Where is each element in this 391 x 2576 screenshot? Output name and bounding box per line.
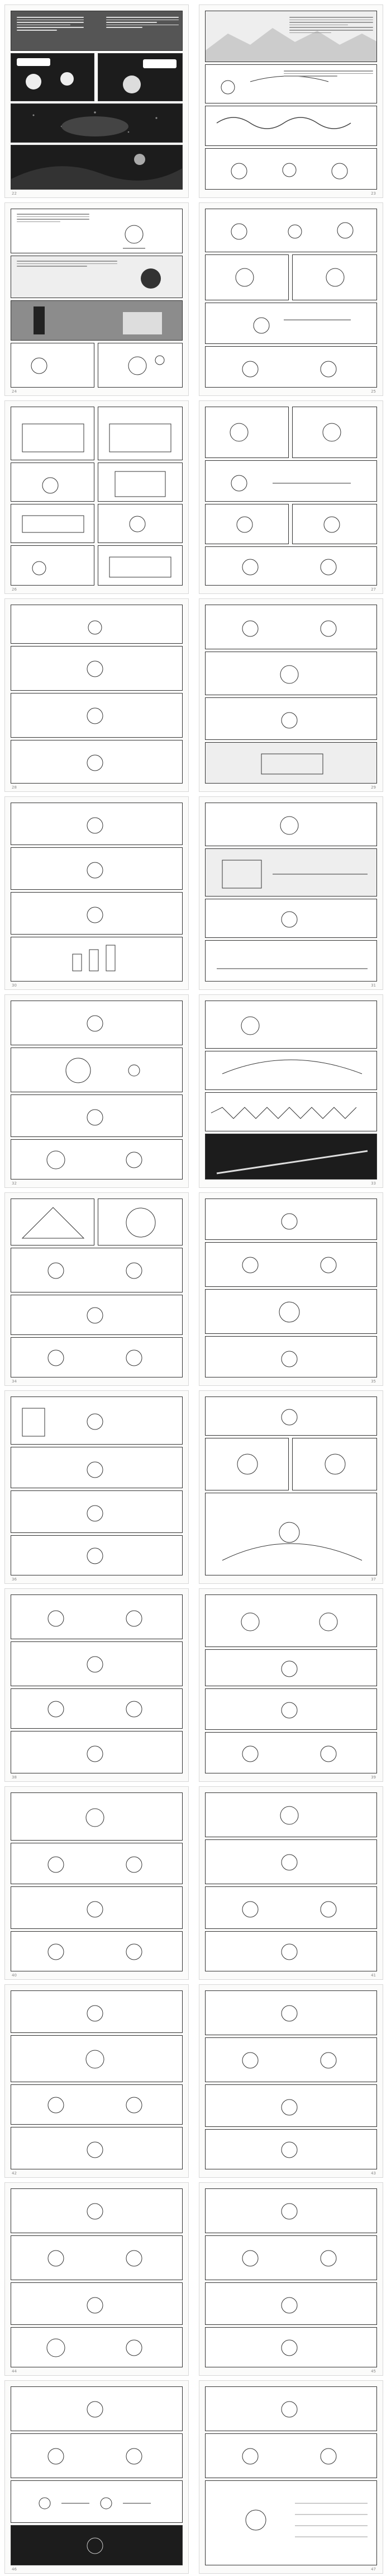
comic-panel xyxy=(11,892,183,935)
comic-panel xyxy=(11,300,183,341)
page-number: 28 xyxy=(12,785,17,790)
comic-panel xyxy=(205,460,377,502)
page-number: 36 xyxy=(12,1577,17,1582)
comic-panel xyxy=(11,2127,183,2169)
page-number: 42 xyxy=(12,2171,17,2176)
page-number: 40 xyxy=(12,1973,17,1978)
comic-panel xyxy=(11,1248,183,1292)
comic-panel xyxy=(11,1931,183,1971)
comic-panel xyxy=(11,1843,183,1884)
comic-panel xyxy=(11,504,94,543)
comic-panel xyxy=(11,1594,183,1639)
page-number: 23 xyxy=(371,191,376,196)
page-number: 44 xyxy=(12,2369,17,2374)
comic-panel xyxy=(205,1001,377,1049)
comic-panel xyxy=(11,407,94,460)
comic-panel xyxy=(11,53,94,101)
comic-panel xyxy=(205,303,377,344)
comic-page-right xyxy=(199,202,383,396)
comic-panel xyxy=(205,1051,377,1090)
comic-page-left xyxy=(4,4,189,198)
comic-panel xyxy=(205,1990,377,2035)
comic-panel xyxy=(205,1092,377,1131)
comic-panel xyxy=(11,145,183,190)
comic-panel xyxy=(205,2235,377,2280)
comic-panel xyxy=(205,652,377,695)
comic-panel xyxy=(205,64,377,103)
comic-page-left xyxy=(4,400,189,594)
comic-panel xyxy=(11,2480,183,2523)
comic-panel xyxy=(292,254,377,300)
comic-panel xyxy=(11,1990,183,2033)
comic-panel xyxy=(205,1594,377,1647)
comic-page-right xyxy=(199,2380,383,2574)
page-number: 27 xyxy=(371,587,376,592)
comic-panel xyxy=(11,256,183,298)
comic-panel xyxy=(205,254,289,300)
comic-panel xyxy=(205,1732,377,1773)
comic-panel xyxy=(205,1242,377,1287)
comic-panel xyxy=(11,2188,183,2233)
comic-panel xyxy=(11,847,183,890)
comic-panel xyxy=(98,1199,183,1245)
page-number: 39 xyxy=(371,1775,376,1780)
comic-page-right xyxy=(199,1588,383,1782)
comic-panel xyxy=(11,1139,183,1180)
comic-panel xyxy=(11,1337,183,1377)
comic-panel xyxy=(205,2433,377,2478)
comic-panel xyxy=(205,11,377,62)
comic-panel xyxy=(11,343,94,388)
comic-panel xyxy=(205,2386,377,2431)
comic-panel xyxy=(11,103,183,143)
comic-panel xyxy=(205,504,289,544)
comic-page-right xyxy=(199,1192,383,1386)
page-number: 22 xyxy=(12,191,17,196)
comic-panel xyxy=(205,209,377,252)
page-number: 24 xyxy=(12,389,17,394)
page-number: 45 xyxy=(371,2369,376,2374)
comic-panel xyxy=(205,2084,377,2127)
comic-page-right xyxy=(199,1984,383,2178)
comic-panel xyxy=(205,2480,377,2565)
comic-panel xyxy=(11,2386,183,2431)
comic-page-right xyxy=(199,796,383,990)
comic-panel xyxy=(98,504,183,543)
comic-panel xyxy=(205,2037,377,2082)
comic-panel xyxy=(11,1447,183,1488)
comic-panel xyxy=(205,546,377,586)
comic-panel xyxy=(11,545,94,586)
page-number: 37 xyxy=(371,1577,376,1582)
comic-panel xyxy=(11,1396,183,1445)
comic-panel xyxy=(205,1839,377,1884)
comic-panel xyxy=(11,2235,183,2280)
comic-panel xyxy=(205,2327,377,2367)
comic-panel xyxy=(205,2282,377,2325)
comic-panel xyxy=(11,646,183,691)
comic-panel xyxy=(205,697,377,740)
comic-page-left xyxy=(4,2182,189,2376)
comic-panel xyxy=(292,1438,377,1490)
page-number: 30 xyxy=(12,983,17,988)
comic-panel xyxy=(205,1438,289,1490)
page-number: 35 xyxy=(371,1379,376,1384)
comic-panel xyxy=(205,848,377,897)
comic-panel xyxy=(11,1641,183,1686)
page-number: 31 xyxy=(371,983,376,988)
comic-panel xyxy=(205,1134,377,1180)
comic-page-right xyxy=(199,1786,383,1980)
comic-panel xyxy=(205,1688,377,1730)
comic-panel xyxy=(11,2035,183,2082)
comic-panel xyxy=(11,2327,183,2367)
comic-panel xyxy=(98,545,183,586)
comic-panel xyxy=(11,209,183,253)
comic-panel xyxy=(11,803,183,845)
comic-page-right xyxy=(199,2182,383,2376)
page-number: 32 xyxy=(12,1181,17,1186)
comic-panel xyxy=(11,937,183,982)
comic-panel xyxy=(11,11,183,51)
comic-page-right xyxy=(199,994,383,1188)
page-number: 47 xyxy=(371,2567,376,2572)
comic-panel xyxy=(11,2282,183,2325)
comic-panel xyxy=(98,463,183,502)
comic-page-left xyxy=(4,202,189,396)
comic-panel xyxy=(205,1649,377,1686)
comic-panel xyxy=(11,2084,183,2125)
page-number: 29 xyxy=(371,785,376,790)
comic-page-right xyxy=(199,4,383,198)
comic-panel xyxy=(205,605,377,649)
comic-page-left xyxy=(4,796,189,990)
comic-panel xyxy=(11,463,94,502)
comic-page-left xyxy=(4,598,189,792)
page-number: 43 xyxy=(371,2171,376,2176)
comic-panel xyxy=(205,1792,377,1837)
comic-panel xyxy=(11,1535,183,1575)
comic-panel xyxy=(205,2188,377,2233)
page-number: 46 xyxy=(12,2567,17,2572)
comic-panel xyxy=(11,1792,183,1841)
comic-page-left xyxy=(4,2380,189,2574)
comic-panel xyxy=(205,1336,377,1377)
page-number: 25 xyxy=(371,389,376,394)
comic-panel xyxy=(292,407,377,458)
page-number: 38 xyxy=(12,1775,17,1780)
comic-panel xyxy=(11,1295,183,1335)
comic-panel xyxy=(205,1396,377,1436)
comic-page-right xyxy=(199,1390,383,1584)
comic-panel xyxy=(205,1493,377,1575)
comic-panel xyxy=(11,605,183,644)
comic-panel xyxy=(205,803,377,846)
comic-panel xyxy=(11,1688,183,1729)
comic-page-right xyxy=(199,400,383,594)
comic-panel xyxy=(11,1199,94,1245)
comic-page-left xyxy=(4,1588,189,1782)
page-number: 33 xyxy=(371,1181,376,1186)
comic-panel xyxy=(205,1886,377,1929)
comic-panel xyxy=(11,2525,183,2565)
comic-panel xyxy=(11,693,183,738)
comic-panel xyxy=(205,2129,377,2169)
comic-panel xyxy=(205,742,377,784)
comic-panel xyxy=(205,899,377,938)
comic-panel xyxy=(205,346,377,388)
comic-panel xyxy=(205,106,377,146)
comic-panel xyxy=(205,1931,377,1971)
page-number: 26 xyxy=(12,587,17,592)
comic-page-left xyxy=(4,1192,189,1386)
comic-panel xyxy=(98,53,183,101)
comic-panel xyxy=(11,740,183,784)
comic-panel xyxy=(11,1731,183,1773)
comic-page-left xyxy=(4,1786,189,1980)
comic-page-left xyxy=(4,1390,189,1584)
comic-page-right xyxy=(199,598,383,792)
comic-panel xyxy=(205,1199,377,1240)
comic-panel xyxy=(11,1094,183,1137)
comic-panel xyxy=(205,1289,377,1334)
comic-panel xyxy=(11,1001,183,1045)
comic-page-left xyxy=(4,1984,189,2178)
comic-panel xyxy=(292,504,377,544)
comic-panel xyxy=(11,1048,183,1092)
comic-panel xyxy=(205,407,289,458)
comic-panel xyxy=(11,1490,183,1533)
page-number: 41 xyxy=(371,1973,376,1978)
comic-panel xyxy=(98,407,183,460)
comic-panel xyxy=(205,148,377,190)
comic-page-left xyxy=(4,994,189,1188)
page-number: 34 xyxy=(12,1379,17,1384)
comic-panel xyxy=(205,940,377,982)
comic-panel xyxy=(98,343,183,388)
comic-panel xyxy=(11,2433,183,2478)
comic-panel xyxy=(11,1886,183,1929)
